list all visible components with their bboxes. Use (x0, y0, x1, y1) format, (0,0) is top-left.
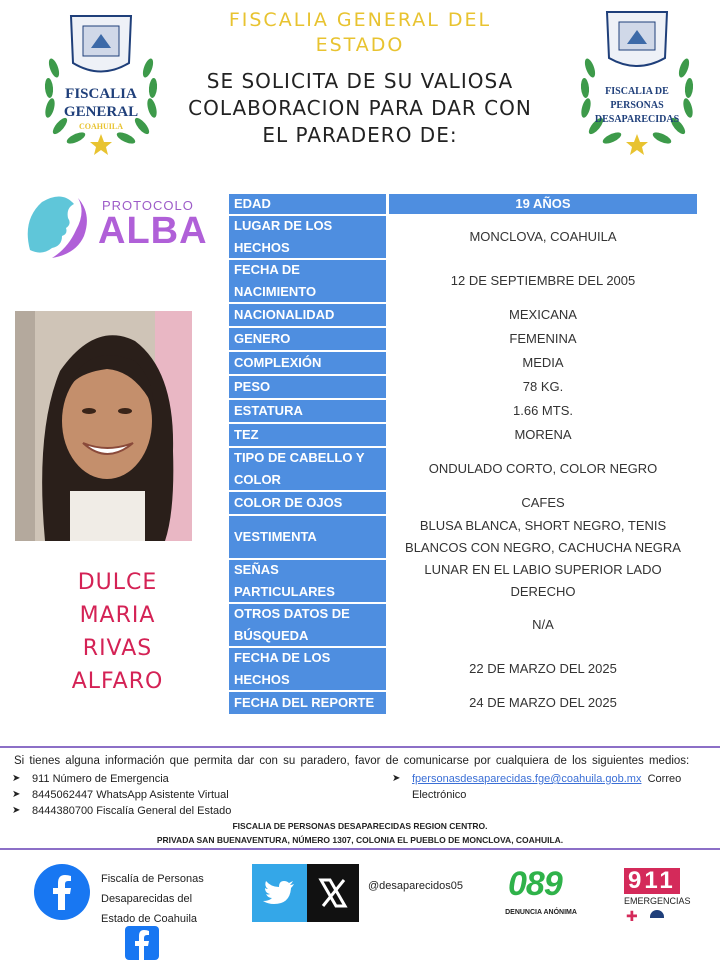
field-value: 1.66 MTS. (389, 400, 697, 422)
arrow-icon: ➤ (12, 789, 21, 800)
field-label: TEZ (229, 424, 386, 446)
row-edad (229, 194, 697, 214)
field-label: FECHA DE LOS HECHOS (229, 648, 386, 690)
field-label: PESO (229, 376, 386, 398)
row-nacimiento (229, 260, 697, 302)
field-label: EDAD (229, 194, 386, 214)
seal-line1: FISCALIA DE (605, 86, 669, 97)
field-label: GENERO (229, 328, 386, 350)
field-value: N/A (389, 604, 697, 646)
divider (0, 746, 720, 748)
fiscalia-personas-seal (572, 8, 702, 158)
name-line: MARIA (79, 603, 156, 628)
address-block (0, 819, 720, 847)
title-line-2: ESTADO (315, 34, 405, 56)
name-line: RIVAS (82, 636, 153, 661)
emergency-number: 911 (624, 868, 680, 894)
row-genero (229, 328, 697, 350)
facebook-page-name: Fiscalía de Personas Desaparecidas del Estado de Coahuila (101, 873, 204, 925)
facebook-icon[interactable] (125, 926, 159, 960)
field-label: ESTATURA (229, 400, 386, 422)
field-label: COLOR DE OJOS (229, 492, 386, 514)
arrow-icon: ➤ (12, 773, 21, 784)
list-item: ➤ 8444380700 Fiscalía General del Estado (12, 805, 232, 817)
seal-line2: GENERAL (63, 104, 139, 120)
contact-list-right (392, 771, 681, 803)
field-value: BLUSA BLANCA, SHORT NEGRO, TENIS BLANCOS CON NEGRO, CACHUCHA NEGRA (389, 516, 697, 558)
laurel-wreath-icon (572, 8, 702, 158)
field-value: MORENA (389, 424, 697, 446)
field-value: 12 DE SEPTIEMBRE DEL 2005 (389, 260, 697, 302)
arrow-icon: ➤ (392, 773, 401, 784)
page-subtitle (180, 68, 540, 149)
seal-line2: PERSONAS (610, 100, 664, 111)
field-value: 19 AÑOS (389, 194, 697, 214)
name-line: ALFARO (71, 669, 164, 694)
emergency-label: EMERGENCIAS (624, 896, 691, 906)
fiscalia-general-seal (36, 8, 166, 158)
contact-list-left (12, 771, 231, 819)
row-peso (229, 376, 697, 398)
field-value: MEDIA (389, 352, 697, 374)
protocolo-label: PROTOCOLO (102, 198, 194, 213)
row-senas (229, 560, 697, 602)
list-item: ➤ 911 Número de Emergencia (12, 773, 169, 785)
field-label: TIPO DE CABELLO Y COLOR (229, 448, 386, 490)
page-title (190, 8, 530, 58)
seal-line3: COAHUILA (78, 122, 123, 131)
field-label: LUGAR DE LOS HECHOS (229, 216, 386, 258)
person-portrait-icon (15, 311, 192, 541)
field-value: 22 DE MARZO DEL 2025 (389, 648, 697, 690)
field-value: MONCLOVA, COAHUILA (389, 216, 697, 258)
denuncia-anonima-logo (504, 865, 578, 925)
subtitle-line-3: EL PARADERO DE: (262, 123, 458, 147)
arrow-icon: ➤ (12, 805, 21, 816)
twitter-icon[interactable] (252, 864, 307, 922)
field-label: NACIONALIDAD (229, 304, 386, 326)
seal-line3: DESAPARECIDAS (594, 114, 680, 125)
field-value: ONDULADO CORTO, COLOR NEGRO (389, 448, 697, 490)
email-link[interactable]: fpersonasdesaparecidas.fge@coahuila.gob.mx (412, 773, 642, 785)
field-label: COMPLEXIÓN (229, 352, 386, 374)
field-value: LUNAR EN EL LABIO SUPERIOR LADO DERECHO (389, 560, 697, 602)
field-value: CAFES (389, 492, 697, 514)
row-vestimenta (229, 516, 697, 558)
name-line: DULCE (77, 570, 158, 595)
list-item: Electrónico (412, 789, 467, 801)
row-otros (229, 604, 697, 646)
row-nacionalidad (229, 304, 697, 326)
protocolo-alba-logo (22, 190, 207, 262)
info-table (229, 194, 697, 716)
field-value: 24 DE MARZO DEL 2025 (389, 692, 697, 714)
divider (0, 848, 720, 850)
seal-line1: FISCALIA (65, 86, 137, 102)
row-estatura (229, 400, 697, 422)
missing-person-photo (15, 311, 192, 541)
laurel-wreath-icon (36, 8, 166, 158)
row-cabello (229, 448, 697, 490)
social-handle: @desaparecidos05 (368, 880, 463, 892)
x-icon[interactable] (307, 864, 359, 922)
facebook-icon[interactable] (34, 864, 90, 920)
field-label: FECHA DE NACIMIENTO (229, 260, 386, 302)
address-line: PRIVADA SAN BUENAVENTURA, NÚMERO 1307, COLONIA EL PUEBLO DE MONCLOVA, COAHUILA. (156, 835, 564, 845)
emergencias-logo (622, 868, 694, 928)
header (0, 0, 720, 170)
row-complexion (229, 352, 697, 374)
field-label: FECHA DEL REPORTE (229, 692, 386, 714)
subtitle-line-2: COLABORACION PARA DAR CON (188, 96, 532, 120)
row-fecha-reporte (229, 692, 697, 714)
contact-intro: Si tienes alguna información que permita dar con su paradero, favor de comunicarse por cualquiera de los siguientes medios: (14, 755, 690, 767)
field-label: VESTIMENTA (229, 516, 386, 558)
field-value: 78 KG. (389, 376, 697, 398)
row-fecha-hechos (229, 648, 697, 690)
list-item: ➤ 8445062447 WhatsApp Asistente Virtual (12, 789, 229, 801)
address-line: FISCALIA DE PERSONAS DESAPARECIDAS REGION CENTRO. (232, 821, 488, 831)
anon-number: 089 (508, 865, 562, 903)
field-label: OTROS DATOS DE BÚSQUEDA (229, 604, 386, 646)
row-ojos (229, 492, 697, 514)
row-lugar (229, 216, 697, 258)
police-icon (650, 910, 664, 918)
person-name (40, 566, 195, 698)
row-tez (229, 424, 697, 446)
alba-label: ALBA (98, 210, 208, 252)
field-label: SEÑAS PARTICULARES (229, 560, 386, 602)
title-line-1: FISCALIA GENERAL DEL (228, 9, 492, 31)
list-item: ➤ fpersonasdesaparecidas.fge@coahuila.gob.mx Correo (392, 773, 682, 785)
anon-label: DENUNCIA ANÓNIMA (505, 909, 577, 916)
field-value: FEMENINA (389, 328, 697, 350)
plus-icon: ✚ (626, 908, 638, 924)
woman-profile-icon (22, 190, 92, 262)
subtitle-line-1: SE SOLICITA DE SU VALIOSA (206, 69, 514, 93)
field-value: MEXICANA (389, 304, 697, 326)
